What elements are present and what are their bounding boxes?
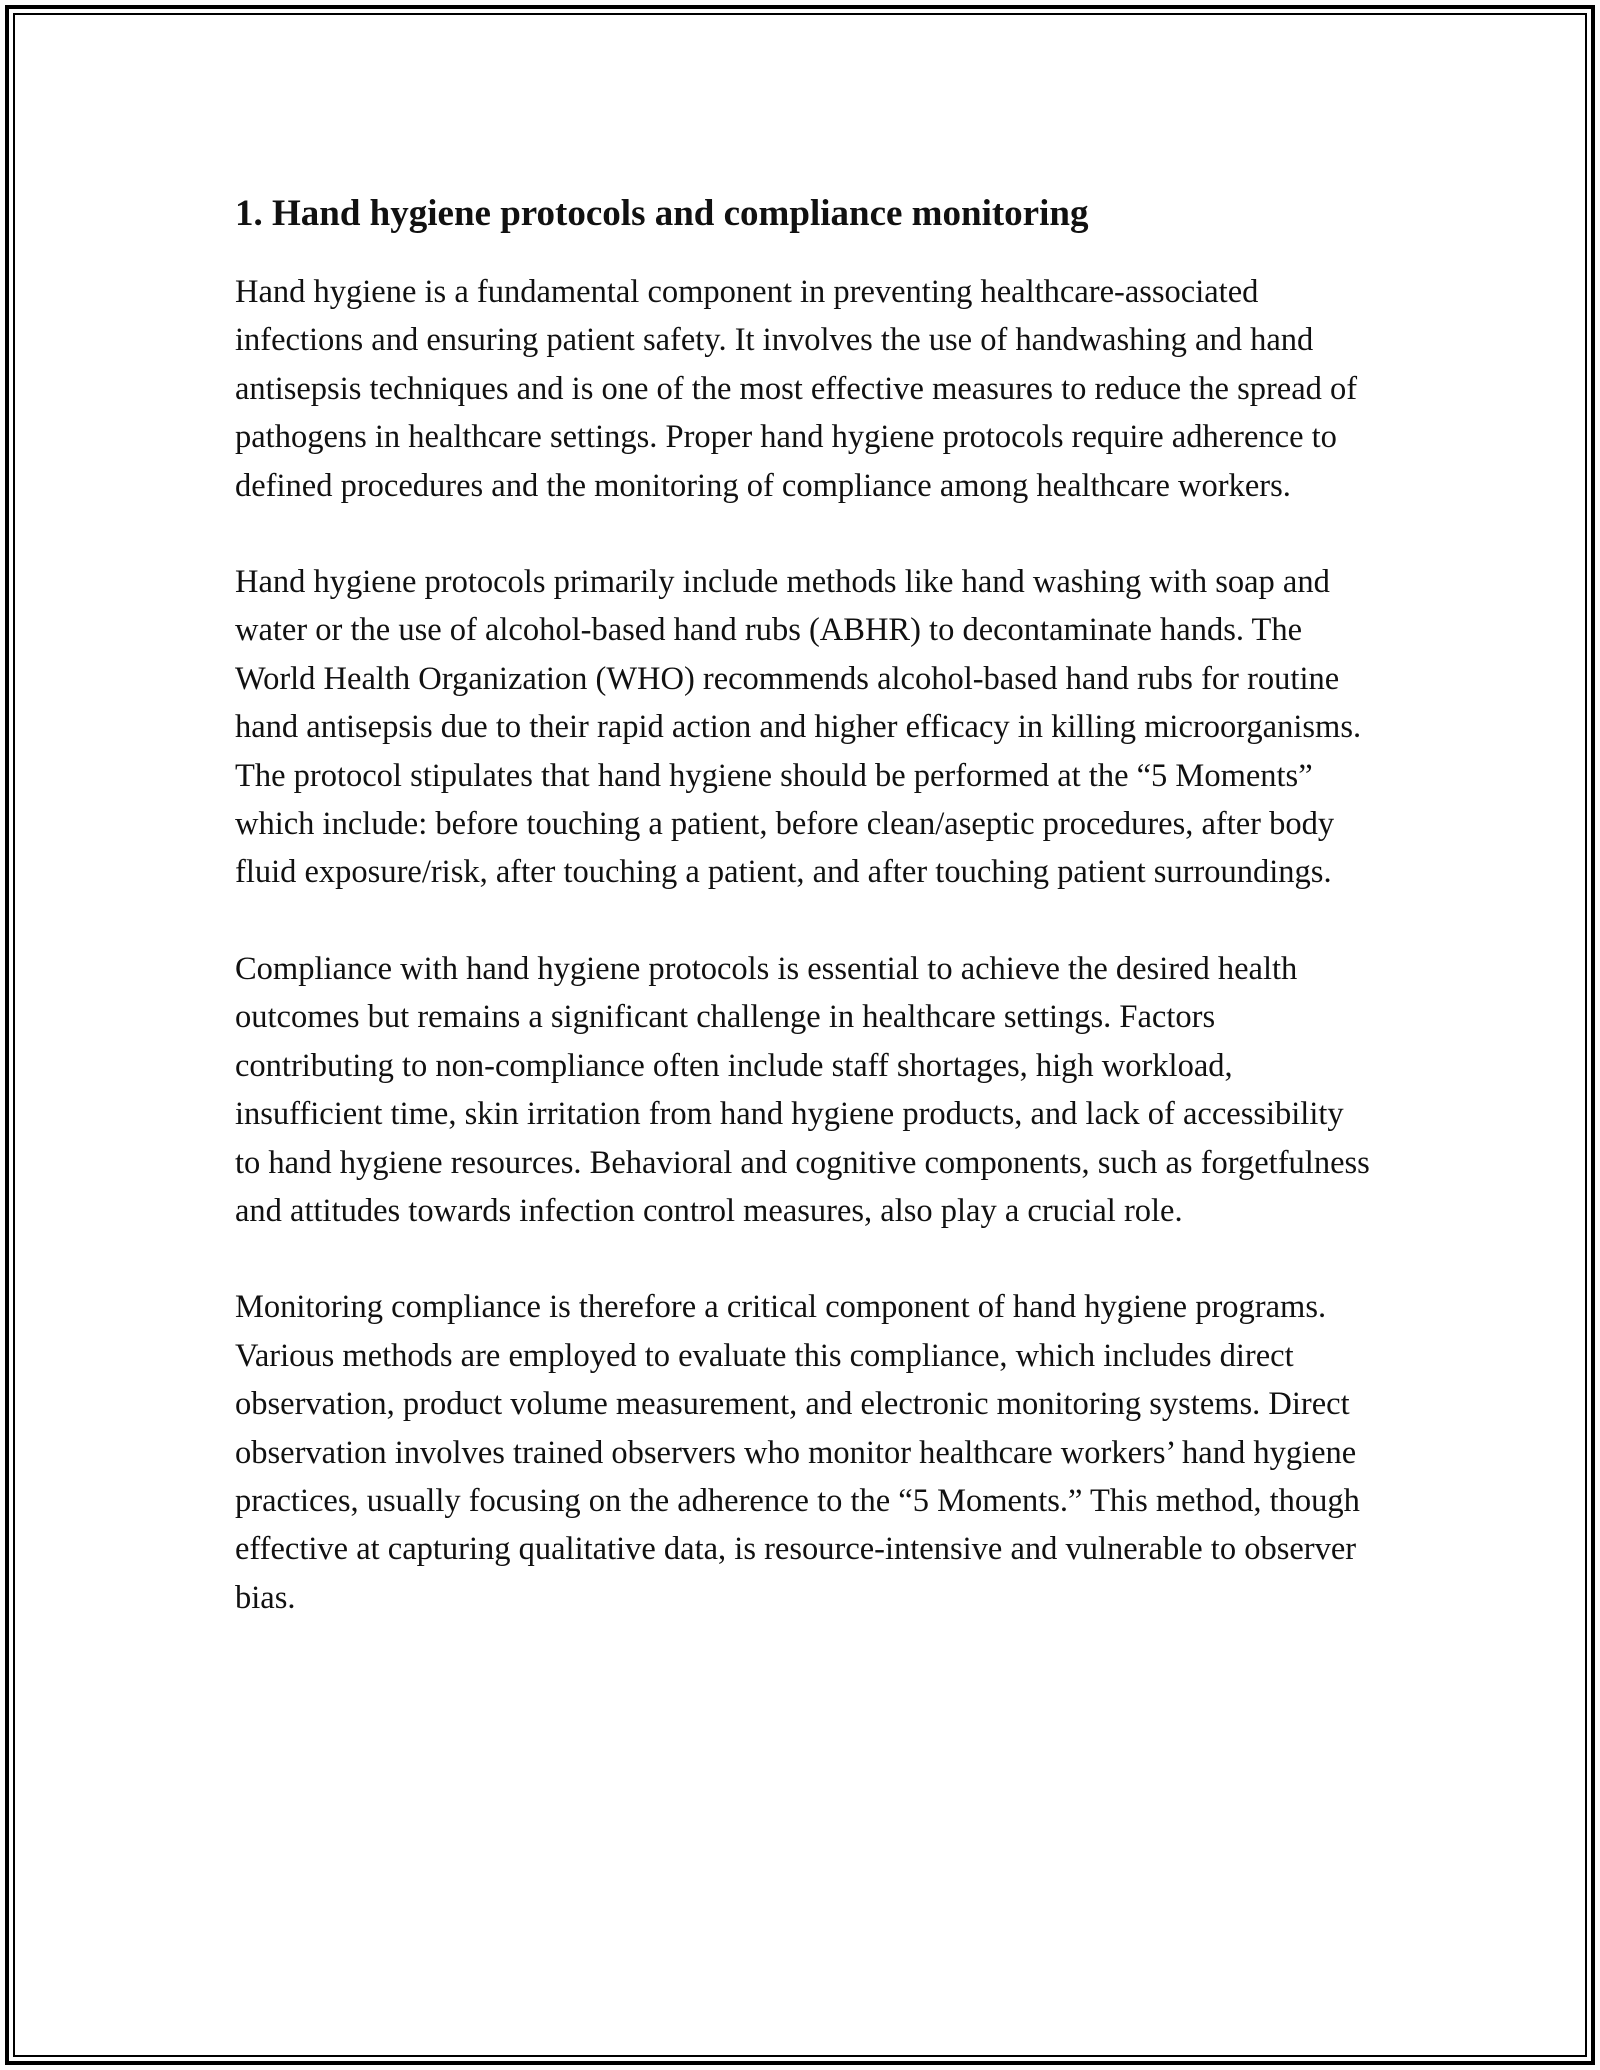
paragraph-compliance: Compliance with hand hygiene protocols is essential to achieve the desired health outcomes but remains a significant challenge in healthcare settings. Factors contributing to non-compliance often include staff shortages, high workload, insufficient time, skin irritation from hand hygiene products, and lack of accessibility to hand hygiene resources. Behavioral and cognitive components, such as forgetfulness and attitudes towards infection control measures, also play a crucial role. xyxy=(235,950,1370,1229)
document-body xyxy=(235,182,1375,1622)
paragraph-monitoring: Monitoring compliance is therefore a critical component of hand hygiene programs. Various methods are employed to evaluate this compliance, which includes direct observation, product volume measurement, and electronic monitoring systems. Direct observation involves trained observers who monitor healthcare workers’ hand hygiene practices, usually focusing on the adherence to the “5 Moments.” This method, though effective at capturing qualitative data, is resource-intensive and vulnerable to observer bias. xyxy=(235,1289,1360,1616)
section-title: 1. Hand hygiene protocols and compliance monitoring xyxy=(235,193,1089,234)
paragraph-intro: Hand hygiene is a fundamental component in preventing healthcare-associated infections and ensuring patient safety. It involves the use of handwashing and hand antisepsis techniques and is one of the most effective measures to reduce the spread of pathogens in healthcare settings. Proper hand hygiene protocols require adherence to defined procedures and the monitoring of compliance among healthcare workers. xyxy=(235,274,1358,504)
paragraph-protocols: Hand hygiene protocols primarily include methods like hand washing with soap and water or the use of alcohol-based hand rubs (ABHR) to decontaminate hands. The World Health Organization (WHO) recommends alcohol-based hand rubs for routine hand antisepsis due to their rapid action and higher efficacy in killing microorganisms. The protocol stipulates that hand hygiene should be performed at the “5 Moments” which include: before touching a patient, before clean/aseptic procedures, after body fluid exposure/risk, after touching a patient, and after touching patient surroundings. xyxy=(235,564,1362,891)
